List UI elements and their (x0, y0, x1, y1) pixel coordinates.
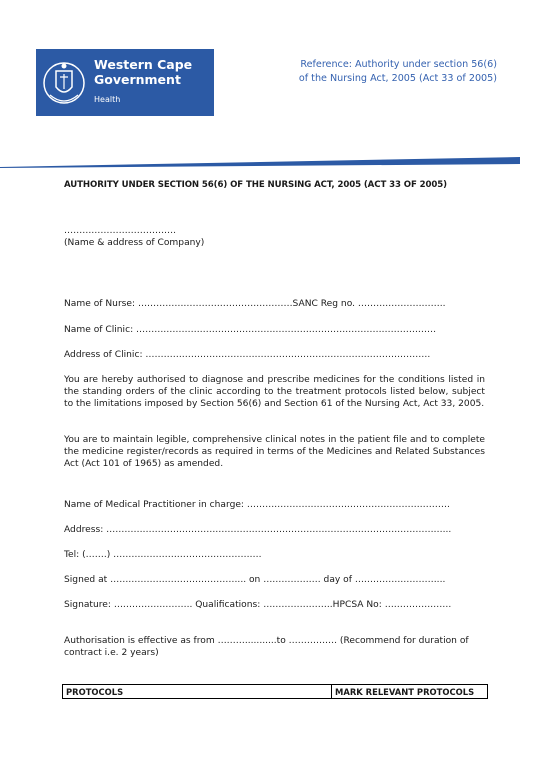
wcg-health-logo (36, 49, 214, 116)
protocols-table (62, 684, 488, 699)
protocols-header: PROTOCOLS (63, 685, 332, 699)
protocols-table-header (63, 685, 488, 699)
effective-line: Authorisation is effective as from ………...........to ……………. (Recommend for duration of (64, 636, 469, 646)
company-caption: (Name & address of Company) (64, 238, 205, 248)
tel-line: Tel: (…….) …………………………………………. (64, 550, 262, 560)
logo-dept: Health (94, 95, 121, 104)
coat-of-arms-icon (42, 55, 86, 111)
reference-note (299, 58, 497, 86)
authorisation-paragraph: You are hereby authorised to diagnose and prescribe medicines for the conditions listed in the standing orders of the clinic according to the treatment protocols listed below, subject to the limitations imposed by Section 56(6) and Section 61 of the Nursing Act, Act 33, 2005. (64, 375, 485, 410)
effective-line-cont: contract i.e. 2 years) (64, 648, 159, 658)
mark-protocols-header: MARK RELEVANT PROTOCOLS (332, 685, 488, 699)
reference-line1: Reference: Authority under section 56(6) (300, 59, 497, 70)
practitioner-line: Name of Medical Practitioner in charge: …………………………………………………………. (64, 500, 450, 510)
clinic-name-line: Name of Clinic: ……………………………………………………………………………………… (64, 325, 437, 335)
reference-line2: of the Nursing Act, 2005 (Act 33 of 2005) (298, 73, 497, 84)
address-line: Address: …………………………………………………………………………………………………... (64, 525, 452, 535)
document-title: AUTHORITY UNDER SECTION 56(6) OF THE NURSING ACT, 2005 (ACT 33 OF 2005) (64, 180, 447, 190)
clinic-address-line: Address of Clinic: …………………………………………………………………………………. (64, 350, 431, 360)
clinical-notes-paragraph: You are to maintain legible, comprehensive clinical notes in the patient file and to complete the medicine register/records as required in terms of the Medicines and Related Substances Act (Act 101 of 1965) as amended. (64, 435, 485, 470)
nurse-line: Name of Nurse: ……………………………………………SANC Reg no. ……………………….. (64, 299, 446, 309)
company-dots: ………………………………. (64, 226, 177, 236)
logo-line1: Western Cape (94, 57, 193, 72)
signed-at-line: Signed at ……………………………………... on ………………. day of ………………………... (64, 575, 446, 585)
logo-line2: Government (94, 72, 181, 87)
logo-title (94, 57, 192, 87)
header-band (0, 154, 520, 168)
signature-line: Signature: …………………….. Qualifications: …………………..HPCSA No: …………………. (64, 600, 452, 610)
